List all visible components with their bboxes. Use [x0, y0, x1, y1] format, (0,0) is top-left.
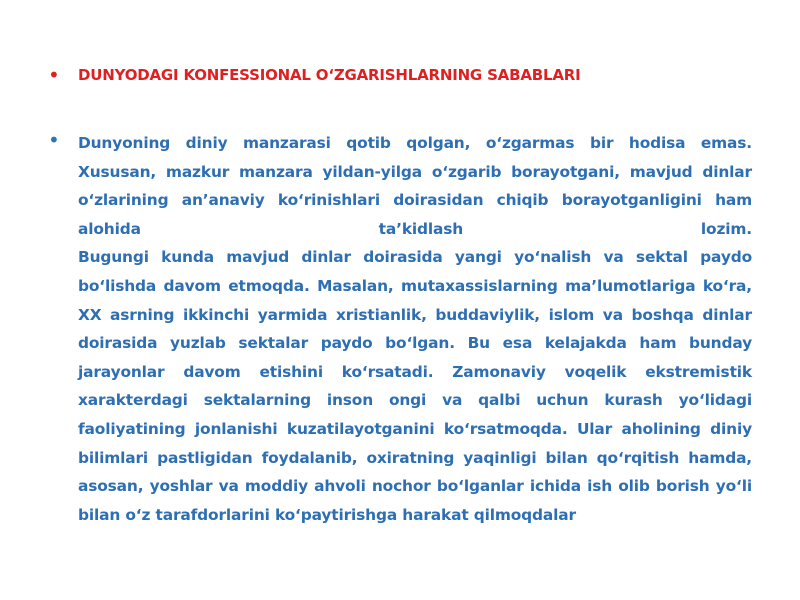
title-bullet-icon: • — [48, 63, 60, 87]
title-bullet-item — [48, 64, 752, 86]
body-text — [78, 129, 752, 529]
body-paragraph-1: Dunyoning diniy manzarasi qotib qolgan, o‘zgarmas bir hodisa emas. Xususan, mazkur manzara yildan-yilga o‘zgarib borayotgani, mavjud dinlar o‘zlarining an’anaviy ko‘rinishlari doirasidan chiqib borayotganligini ham alohida ta’kidlash lozim. — [78, 134, 752, 238]
slide-title: DUNYODAGI KONFESSIONAL O‘ZGARISHLARNING SABABLARI — [78, 66, 581, 84]
body-bullet-icon: • — [48, 128, 60, 152]
body-bullet-item — [48, 129, 752, 529]
body-paragraph-2: Bugungi kunda mavjud dinlar doirasida yangi yo‘nalish va sektal paydo bo‘lishda davom etmoqda. Masalan, mutaxassislarning ma’lumotlariga ko‘ra, XX asrning ikkinchi yarmida xristianlik, buddaviylik, islom va boshqa dinlar doirasida yuzlab sektalar paydo bo‘lgan. Bu esa kelajakda ham bunday jarayonlar davom etishini ko‘rsatadi. Zamonaviy voqelik ekstremistik xarakterdagi sektalarning inson ongi va qalbi uchun kurash yo‘lidagi faoliyatining jonlanishi kuzatilayotganini ko‘rsatmoqda. Ular aholining diniy bilimlari pastligidan foydalanib, oxiratning yaqinligi bilan qo‘rqitish hamda, asosan, yoshlar va moddiy ahvoli nochor bo‘lganlar ichida ish olib borish yo‘li bilan o‘z tarafdorlarini ko‘paytirishga harakat qilmoqdalar — [78, 248, 752, 524]
